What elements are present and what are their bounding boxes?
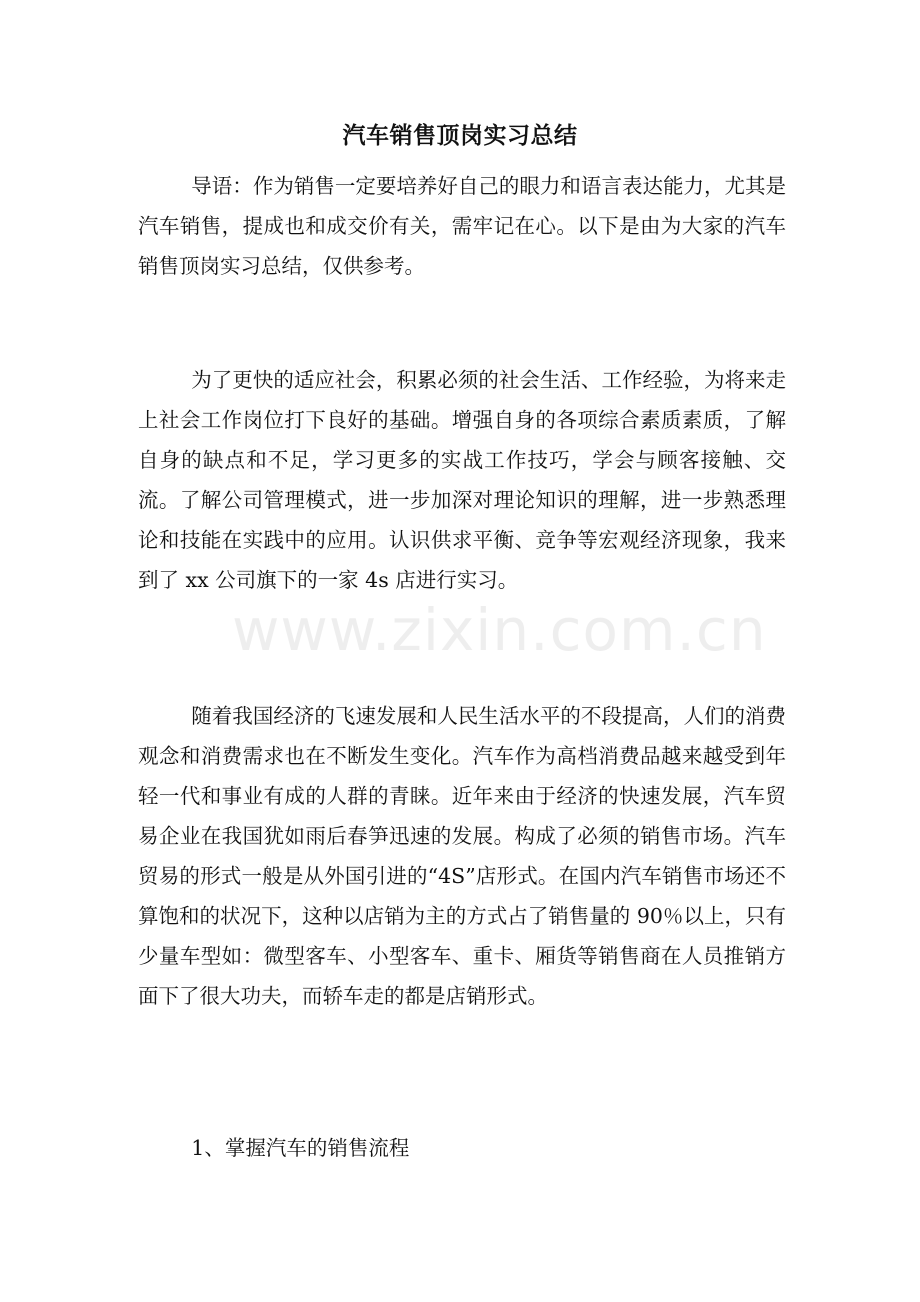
intro-paragraph: 导语：作为销售一定要培养好自己的眼力和语言表达能力，尤其是汽车销售，提成也和成交价有关，需牢记在心。以下是由为大家的汽车销售顶岗实习总结，仅供参考。 bbox=[138, 174, 786, 278]
document-title: 汽车销售顶岗实习总结 bbox=[342, 122, 578, 149]
section-heading: 1、掌握汽车的销售流程 bbox=[191, 1136, 410, 1160]
body-paragraph-2: 随着我国经济的飞速发展和人民生活水平的不段提高，人们的消费观念和消费需求也在不断发生变化。汽车作为高档消费品越来越受到年轻一代和事业有成的人群的青睐。近年来由于经济的快速发展，汽车贸易企业在我国犹如雨后春笋迅速的发展。构成了必须的销售市场。汽车贸易的形式一般是从外国引进的“4S”店形式。在国内汽车销售市场还不算饱和的状况下，这种以店销为主的方式占了销售量的 90％以上，只有少量车型如：微型客车、小型客车、重卡、厢货等销售商在人员推销方面下了很大功夫，而轿车走的都是店销形式。 bbox=[138, 704, 786, 1008]
body-paragraph-1: 为了更快的适应社会，积累必须的社会生活、工作经验，为将来走上社会工作岗位打下良好的基础。增强自身的各项综合素质素质，了解自身的缺点和不足，学习更多的实战工作技巧，学会与顾客接触、交流。了解公司管理模式，进一步加深对理论知识的理解，进一步熟悉理论和技能在实践中的应用。认识供求平衡、竞争等宏观经济现象，我来到了 xx 公司旗下的一家 4s 店进行实习。 bbox=[138, 368, 786, 592]
watermark: www.zixin.com.cn bbox=[232, 596, 767, 664]
